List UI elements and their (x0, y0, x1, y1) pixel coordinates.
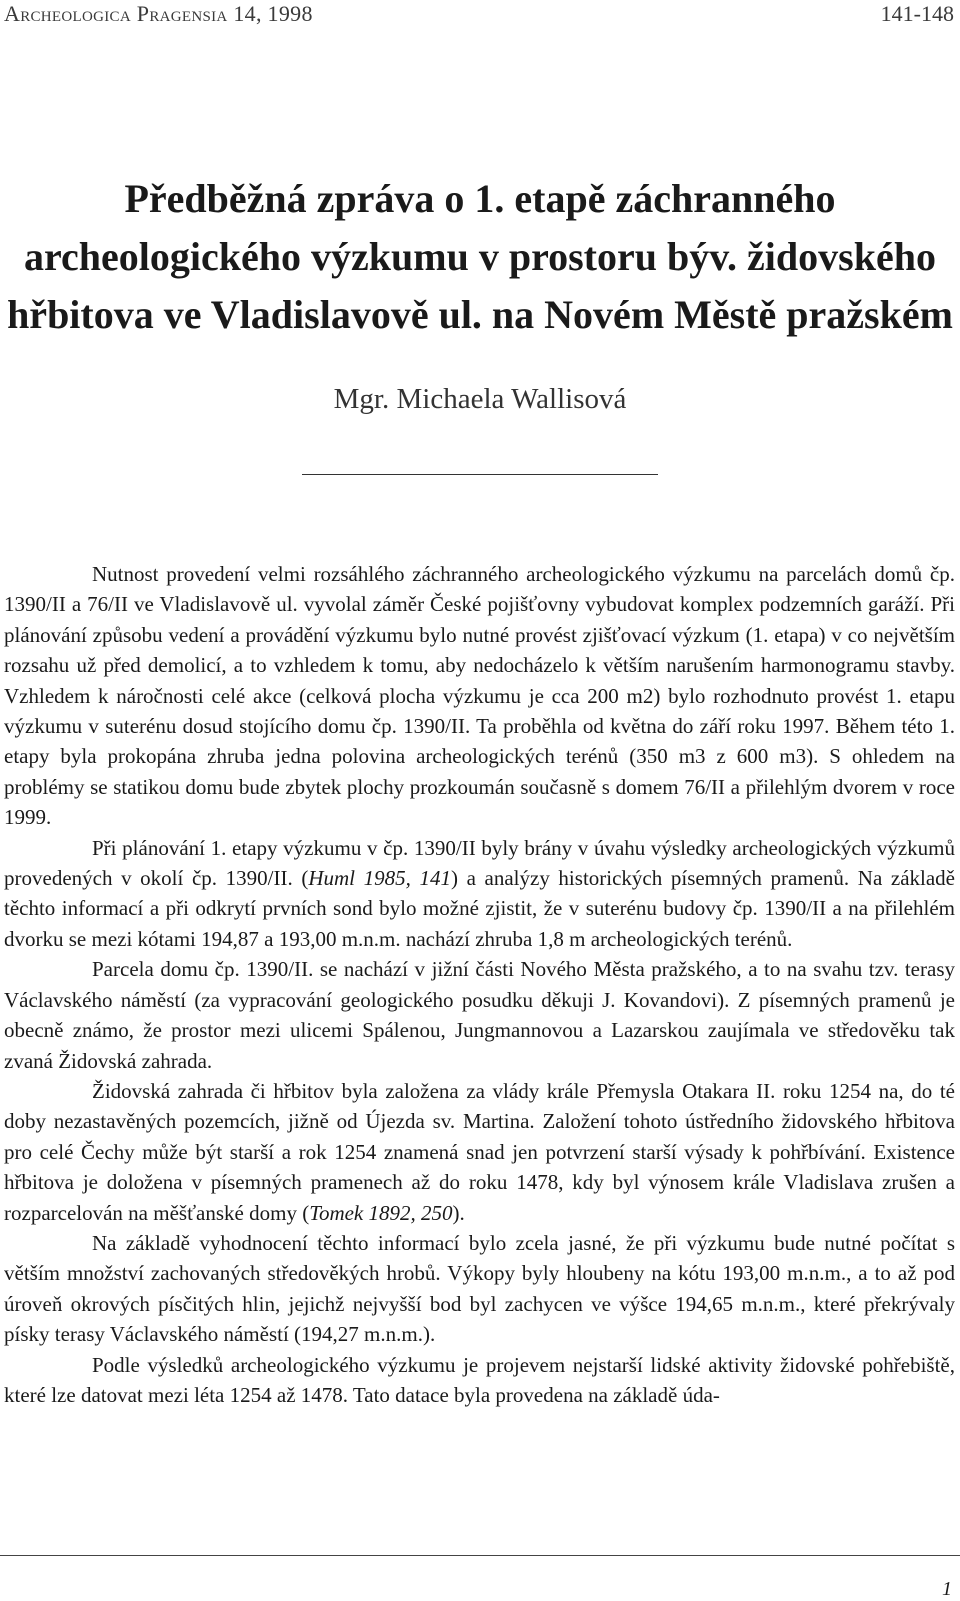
article-title (0, 170, 960, 344)
journal-title: Archeologica Pragensia 14, 1998 (4, 1, 313, 26)
title-line-1: Předběžná zpráva o 1. etapě záchranného (124, 176, 836, 221)
paragraph-5: Na základě vyhodnocení těchto informací bylo zcela jasné, že při výzkumu bude nutné počítat s větším množství zachovaných středověkých hrobů. Výkopy byly hloubeny na kótu 193,00 m.n.m., a to až pod úroveň okrových písčitých hlin, jejichž nejvyšší bod byl zachycen ve výšce 194,65 m.n.m., které překrývaly písky terasy Václavského náměstí (194,27 m.n.m.). (4, 1230, 955, 1347)
paragraph-4-text-b: ). (452, 1200, 465, 1225)
paragraph-2-text-a: Při plánování 1. etapy výzkumu v čp. 1390/II byly brány v úvahu výsledky archeologických výzkumů provedených v okolí čp. 1390/II. ( (4, 835, 955, 891)
paragraph-3: Parcela domu čp. 1390/II. se nachází v jižní části Nového Města pražského, a to na svahu tzv. terasy Václavského náměstí (za vypracování geologického posudku děkuji J. Kovandovi). Z písemných pramenů je obecně známo, že prostor mezi ulicemi Spálenou, Jungmannovou a Lazarskou zaujímala ve středověku tak zvaná Židovská zahrada. (4, 957, 955, 1073)
paragraph-1: Nutnost provedení velmi rozsáhlého záchranného archeologického výzkumu na parcelách domů čp. 1390/II a 76/II ve Vladislavově ul. vyvolal záměr České pojišťovny vybudovat komplex podzemních garáží. Při plánování způsobu vedení a provádění výzkumu bylo nutné provést zjišťovací výzkum (1. etapa) v co největším rozsahu už před demolicí, a to vzhledem k tomu, aby nedocházelo k větším narušením harmonogramu stavby. Vzhledem k náročnosti celé akce (celková plocha výzkumu je cca 200 m2) bylo rozhodnuto provést 1. etapu výzkumu v suterénu dosud stojícího domu čp. 1390/II. Ta proběhla od května do září roku 1997. Během této 1. etapy byla prokopána zhruba jedna polovina archeologických terénů (350 m3 z 600 m3). S ohledem na problémy se statikou domu bude zbytek plochy prozkoumán současně s domem 76/II a přilehlým dvorem v roce 1999. (4, 562, 955, 830)
paragraph-4 (4, 1076, 955, 1228)
article-body (4, 559, 955, 1410)
paragraph-2 (4, 833, 955, 955)
title-line-2: archeologického výzkumu v prostoru býv. židovského (24, 234, 936, 279)
page-number: 1 (942, 1578, 952, 1600)
paragraph-2-text-b: ) a analýzy historických písemných pramenů. Na základě těchto informací a při odkrytí prvních sond bylo možné zjistit, že v suterénu budovy čp. 1390/II a na přilehlém dvorku se mezi kótami 194,87 a 193,00 m.n.m. nachází zhruba 1,8 m archeologických terénů. (4, 866, 956, 951)
footer-rule (0, 1555, 960, 1556)
page-range: 141-148 (880, 1, 954, 26)
citation-huml: Huml 1985, 141 (308, 866, 451, 891)
paragraph-6: Podle výsledků archeologického výzkumu je projevem nejstarší lidské aktivity židovské pohřebiště, které lze datovat mezi léta 1254 až 1478. Tato datace byla provedena na základě úda- (4, 1352, 955, 1407)
running-head (0, 0, 960, 30)
paragraph-4-text-a: Židovská zahrada či hřbitov byla založena za vlády krále Přemysla Otakara II. roku 1254 na, do té doby nezastavěných pozemcích, jižně od Újezda sv. Martina. Založení tohoto ústředního židovského hřbitova pro celé Čechy může být starší a rok 1254 znamená snad jen potvrzení starší výsady k pohřbívání. Existence hřbitova je doložena v písemných pramenech až do roku 1478, kdy byl výnosem krále Vladislava zrušen a rozparcelován na měšťanské domy ( (4, 1078, 955, 1225)
title-separator-rule (302, 474, 658, 475)
author-name: Mgr. Michaela Wallisová (333, 383, 627, 415)
title-line-3: hřbitova ve Vladislavově ul. na Novém Městě pražském (7, 292, 953, 337)
citation-tomek: Tomek 1892, 250 (309, 1200, 453, 1225)
